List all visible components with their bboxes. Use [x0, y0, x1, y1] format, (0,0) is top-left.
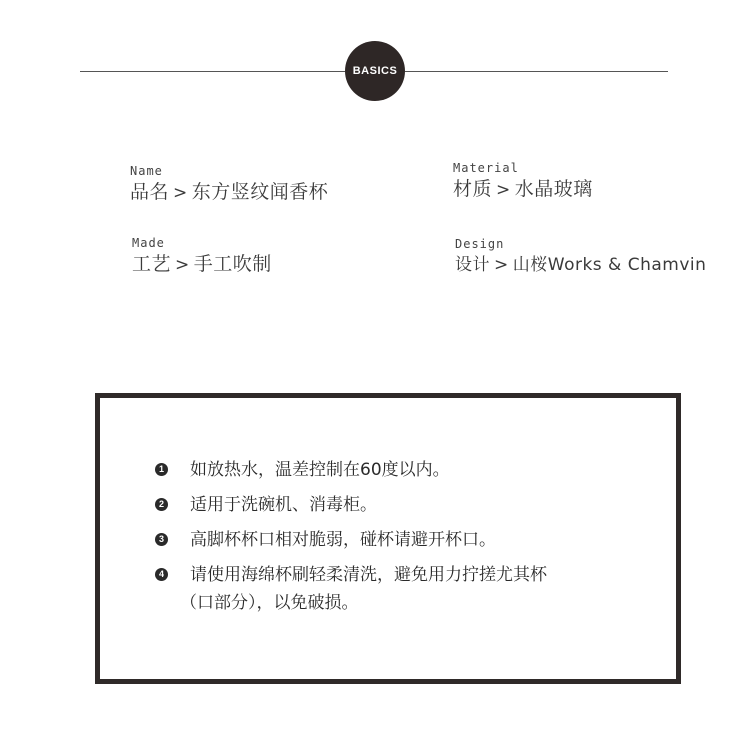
note-number-badge: 3 [155, 533, 168, 546]
care-note [155, 561, 645, 617]
spec-material [453, 161, 593, 202]
care-note [155, 491, 645, 519]
section-badge [345, 41, 405, 101]
note-number-badge: 4 [155, 568, 168, 581]
spec-design-value-line [455, 253, 706, 277]
spec-design [455, 237, 706, 277]
spec-name-separator: > [173, 183, 188, 203]
spec-made-label: Made [132, 236, 165, 250]
spec-design-key: 设计 [455, 255, 490, 275]
header-divider-right [405, 71, 668, 72]
spec-material-key: 材质 [453, 178, 493, 200]
spec-made-key: 工艺 [132, 253, 172, 275]
spec-made-separator: > [175, 255, 190, 275]
note-number-badge: 1 [155, 463, 168, 476]
note-text: 适用于洗碗机、消毒柜。 [190, 495, 377, 515]
spec-name-key: 品名 [130, 181, 170, 203]
spec-made [132, 236, 272, 277]
spec-design-label: Design [455, 237, 505, 251]
spec-material-separator: > [496, 180, 511, 200]
spec-design-separator: > [494, 255, 509, 275]
care-note [155, 456, 645, 484]
note-number-badge: 2 [155, 498, 168, 511]
spec-name-label: Name [130, 164, 163, 178]
spec-name-value: 东方竖纹闻香杯 [191, 181, 329, 203]
note-text: 高脚杯杯口相对脆弱，碰杯请避开杯口。 [190, 530, 496, 550]
note-text: 请使用海绵杯刷轻柔清洗，避免用力拧搓尤其杯 [190, 565, 547, 585]
spec-design-value: 山桜Works & Chamvin [512, 255, 707, 275]
spec-name [130, 164, 328, 205]
section-badge-label: BASICS [352, 65, 398, 77]
spec-material-value: 水晶玻璃 [514, 178, 593, 200]
care-notes-box [95, 393, 681, 684]
spec-made-value-line [132, 252, 272, 277]
note-text: 如放热水，温差控制在60度以内。 [190, 460, 450, 480]
header-divider-left [80, 71, 345, 72]
spec-name-value-line [130, 180, 328, 205]
care-note [155, 526, 645, 554]
spec-material-label: Material [453, 161, 519, 175]
spec-made-value: 手工吹制 [193, 253, 272, 275]
spec-material-value-line [453, 177, 593, 202]
note-text-continuation: （口部分），以免破损。 [180, 593, 359, 613]
